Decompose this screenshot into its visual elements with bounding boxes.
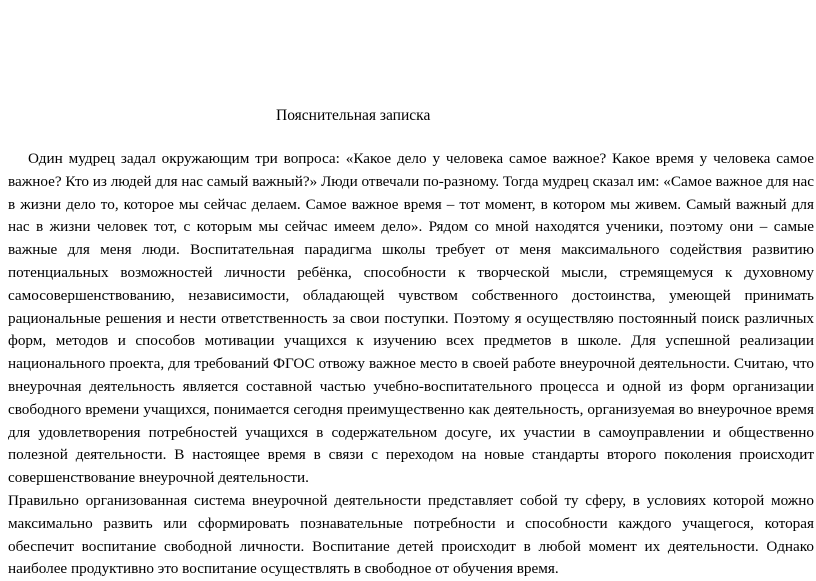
body-paragraph-1: Один мудрец задал окружающим три вопроса: «Какое дело у человека самое важное? Какое время у человека самое важное? Кто из людей для нас самый важный?» Люди отвечали по-разному. Тогда мудрец сказал им: «Самое важное для нас в жизни дело то, которое мы сейчас делаем. Самое важное время – тот момент, в котором мы живем. Самый важный для нас в жизни человек тот, с которым мы сейчас имеем дело». Рядом со мной находятся ученики, поэтому они – самые важные для меня люди. Воспитательная парадигма школы требует от меня максимального содействия развитию потенциальных возможностей личности ребёнка, способности к творческой мысли, стремящемуся к духовному самосовершенствованию, независимости, обладающей чувством собственного достоинства, умеющей принимать рациональные решения и нести ответственность за свои поступки. Поэтому я осуществляю постоянный поиск различных форм, методов и способов мотивации учащихся к изучению всех предметов в школе. Для успешной реализации национального проекта, для требований ФГОС отвожу важное место в своей работе внеурочной деятельности. Считаю, что внеурочная деятельность является составной частью учебно-воспитательного процесса и одной из форм организации свободного времени учащихся, понимается сегодня преимущественно как деятельность, организуемая во внеурочное время для удовлетворения потребностей учащихся в содержательном досуге, их участии в самоуправлении и общественно полезной деятельности. В настоящее время в связи с переходом на новые стандарты второго поколения происходит совершенствование внеурочной деятельности. (8, 150, 814, 487)
document-title: Пояснительная записка (276, 107, 431, 124)
document-body (8, 148, 814, 581)
body-paragraph-2: Правильно организованная система внеурочной деятельности представляет собой ту сферу, в условиях которой можно максимально развить или сформировать познавательные потребности и способности каждого учащегося, которая обеспечит воспитание свободной личности. Воспитание детей происходит в любой момент их деятельности. Однако наиболее продуктивно это воспитание осуществлять в свободное от обучения время. (8, 491, 814, 578)
